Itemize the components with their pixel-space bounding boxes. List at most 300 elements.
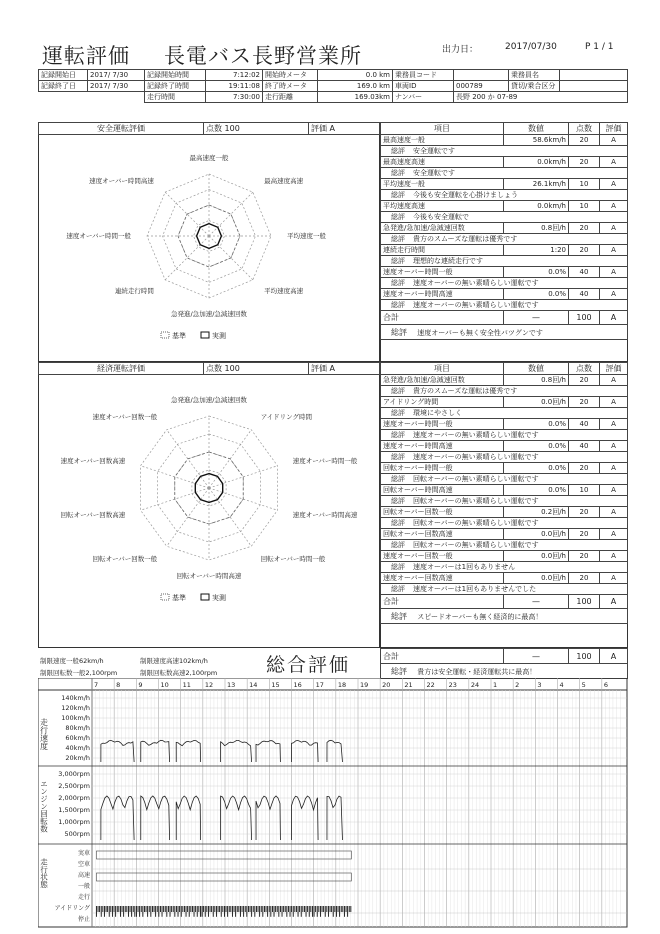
- timeline-chart: [38, 678, 628, 928]
- status-row-label: 高速: [77, 872, 90, 879]
- row-grade: A: [600, 201, 628, 212]
- end-meter: 169.0 km: [318, 81, 393, 92]
- row-item: 回転オーバー回数一般: [381, 507, 504, 518]
- safety-total-points: 100: [569, 311, 600, 325]
- table-row-comment: [381, 540, 628, 551]
- row-grade: A: [600, 375, 628, 386]
- distance-label: 走行距離: [263, 92, 318, 103]
- row-item: 速度オーバー時間一般: [381, 419, 504, 430]
- row-comment: [381, 496, 628, 507]
- col-grade: 評価: [600, 123, 628, 135]
- row-points: 20: [569, 397, 600, 408]
- hour-label: 21: [404, 681, 413, 689]
- row-comment: [381, 234, 628, 245]
- run-time: 7:30:00: [206, 92, 263, 103]
- economy-radar-chart: [39, 376, 379, 646]
- row-comment-label: 総評: [391, 475, 405, 483]
- table-row: [381, 419, 628, 430]
- row-comment-label: 総評: [391, 387, 405, 395]
- legend-actual: 実測: [212, 594, 226, 602]
- row-comment: [381, 278, 628, 289]
- row-grade: A: [600, 397, 628, 408]
- row-value: 0.0km/h: [504, 157, 569, 168]
- row-item: 速度オーバー回数高速: [381, 573, 504, 584]
- table-row-comment: [381, 190, 628, 201]
- radar-label: 速度オーバー回数高速: [60, 456, 126, 465]
- row-comment-text: 安全運転です: [413, 169, 455, 177]
- row-comment-text: 回転オーバーの無い素晴らしい運転です: [413, 541, 539, 549]
- legend-base: 基準: [172, 594, 186, 602]
- col-points: 点数: [569, 123, 600, 135]
- table-row: [381, 201, 628, 212]
- row-comment-text: 貴方のスムーズな運転は優秀です: [413, 235, 518, 243]
- safety-grade: 評価 A: [309, 123, 380, 135]
- speed-tick: 140km/h: [61, 694, 90, 702]
- row-comment: [381, 562, 628, 573]
- row-points: 20: [569, 157, 600, 168]
- status-bar-general: [96, 873, 351, 881]
- col-item: 項目: [381, 363, 504, 375]
- row-points: 20: [569, 463, 600, 474]
- end-date: 2017/ 7/30: [88, 81, 145, 92]
- hour-label: 23: [448, 681, 457, 689]
- row-points: 20: [569, 223, 600, 234]
- row-comment-text: 安全運転です: [413, 147, 455, 155]
- rpm-tick: 3,000rpm: [58, 770, 90, 778]
- row-comment-text: 貴方のスムーズな運転は優秀です: [413, 387, 518, 395]
- row-value: 0.0回/h: [504, 551, 569, 562]
- economy-summary: [381, 609, 628, 624]
- row-value: 0.0%: [504, 267, 569, 278]
- row-grade: A: [600, 157, 628, 168]
- col-value: 数値: [504, 363, 569, 375]
- row-item: 回転オーバー時間一般: [381, 463, 504, 474]
- hour-label: 18: [337, 681, 347, 689]
- row-points: 20: [569, 245, 600, 256]
- table-row: [381, 397, 628, 408]
- col-value: 数値: [504, 123, 569, 135]
- row-item: 平均速度高速: [381, 201, 504, 212]
- row-comment-label: 総評: [391, 585, 405, 593]
- economy-summary-text: スピードオーバーも無く経済的に最高！: [417, 612, 543, 621]
- hour-label: 10: [160, 681, 169, 689]
- row-value: 58.6km/h: [504, 135, 569, 146]
- table-row-comment: [381, 386, 628, 397]
- table-row: [381, 179, 628, 190]
- row-value: 0.0回/h: [504, 397, 569, 408]
- end-date-label: 記録終了日: [39, 81, 88, 92]
- row-comment: [381, 146, 628, 157]
- table-row: [381, 157, 628, 168]
- row-comment-label: 総評: [391, 431, 405, 439]
- row-item: 速度オーバー時間高速: [381, 289, 504, 300]
- hour-label: 3: [537, 681, 542, 689]
- safety-table: [380, 122, 628, 340]
- row-points: 20: [569, 573, 600, 584]
- speed-tick: 120km/h: [61, 704, 90, 712]
- table-row-comment: [381, 278, 628, 289]
- overall-total-label: 合計: [381, 649, 504, 664]
- row-comment-label: 総評: [391, 191, 405, 199]
- limit-rpm-highway: 制限回転数高速2,100rpm: [140, 669, 218, 677]
- economy-table: [380, 362, 628, 624]
- safety-title-bar: [38, 122, 380, 135]
- crew-code-label: 乗務員コード: [393, 70, 454, 81]
- rpm-tick: 1,500rpm: [58, 806, 90, 814]
- table-row-comment: [381, 496, 628, 507]
- hour-label: 5: [581, 681, 586, 689]
- row-comment-text: 回転オーバーの無い素晴らしい運転です: [413, 475, 539, 483]
- economy-grade: 評価 A: [309, 363, 380, 375]
- row-comment-label: 総評: [391, 213, 405, 221]
- hour-label: 1: [493, 681, 498, 689]
- radar-axis: [209, 488, 251, 546]
- table-row: [381, 289, 628, 300]
- legend-actual-swatch: [201, 594, 209, 600]
- table-row-comment: [381, 146, 628, 157]
- row-grade: A: [600, 485, 628, 496]
- radar-label: 平均速度高速: [264, 287, 304, 296]
- table-row-comment: [381, 584, 628, 595]
- table-row-comment: [381, 168, 628, 179]
- row-comment-text: 環境にやさしく: [413, 409, 462, 417]
- safety-total-label: 合計: [381, 311, 504, 325]
- radar-label: 回転オーバー時間一般: [260, 555, 326, 564]
- hour-label: 19: [360, 681, 369, 689]
- row-comment-text: 速度オーバーは1回もありません: [413, 563, 516, 571]
- crew-name-label: 乗務員名: [509, 70, 560, 81]
- row-points: 20: [569, 551, 600, 562]
- start-date-label: 記録開始日: [39, 70, 88, 81]
- crew-name: [560, 70, 628, 81]
- row-comment-text: 理想的な連続走行です: [413, 257, 483, 265]
- row-grade: A: [600, 419, 628, 430]
- rpm-axis-label: エンジン回転数: [39, 780, 49, 833]
- hour-label: 24: [470, 681, 480, 689]
- row-comment-label: 総評: [391, 301, 405, 309]
- hour-label: 8: [116, 681, 121, 689]
- row-comment-text: 今後も安全運転を心掛けましょう: [413, 191, 518, 199]
- plate: 長野 200 か 07-89: [454, 92, 628, 103]
- hour-label: 22: [426, 681, 435, 689]
- row-value: 0.0%: [504, 485, 569, 496]
- charter-label: 貸切/乗合区分: [509, 81, 560, 92]
- table-row: [381, 245, 628, 256]
- row-value: 0.0回/h: [504, 529, 569, 540]
- row-value: 0.0%: [504, 289, 569, 300]
- col-points: 点数: [569, 363, 600, 375]
- row-comment-text: 今後も安全運転で: [413, 213, 469, 221]
- rpm-tick: 2,500rpm: [58, 782, 90, 790]
- row-grade: A: [600, 507, 628, 518]
- row-item: 速度オーバー回数一般: [381, 551, 504, 562]
- row-item: 速度オーバー時間一般: [381, 267, 504, 278]
- row-points: 10: [569, 485, 600, 496]
- legend-base-swatch: [161, 594, 169, 600]
- end-meter-label: 終了時メータ: [263, 81, 318, 92]
- row-grade: A: [600, 135, 628, 146]
- start-date: 2017/ 7/30: [88, 70, 145, 81]
- row-comment-text: 速度オーバーは1回もありませんでした: [413, 585, 537, 593]
- row-points: 40: [569, 289, 600, 300]
- rpm-tick: 1,000rpm: [58, 818, 90, 826]
- hour-label: 17: [315, 681, 324, 689]
- speed-tick: 60km/h: [65, 734, 90, 742]
- safety-summary: [381, 325, 628, 340]
- row-comment-label: 総評: [391, 497, 405, 505]
- radar-label: 最高速度一般: [189, 154, 229, 162]
- table-row-comment: [381, 408, 628, 419]
- table-row: [381, 463, 628, 474]
- table-row: [381, 485, 628, 496]
- row-points: 40: [569, 441, 600, 452]
- radar-label: 平均速度一般: [287, 232, 326, 240]
- row-comment-label: 総評: [391, 453, 405, 461]
- speed-axis-label: 走行速度: [39, 718, 49, 750]
- rpm-tick: 500rpm: [64, 830, 90, 838]
- row-comment: [381, 452, 628, 463]
- table-row: [381, 551, 628, 562]
- table-row: [381, 441, 628, 452]
- overall-table: [380, 648, 628, 679]
- table-row-comment: [381, 452, 628, 463]
- row-value: 0.0%: [504, 441, 569, 452]
- row-value: 0.0%: [504, 419, 569, 430]
- hour-label: 4: [559, 681, 564, 689]
- row-item: 回転オーバー時間高速: [381, 485, 504, 496]
- table-row: [381, 135, 628, 146]
- row-comment-text: 速度オーバーの無い素晴らしい運転です: [413, 453, 539, 461]
- row-points: 10: [569, 201, 600, 212]
- row-grade: A: [600, 179, 628, 190]
- start-meter-label: 開始時メータ: [263, 70, 318, 81]
- end-time-label: 記録終了時間: [145, 81, 206, 92]
- safety-summary-text: 速度オーバーも無く安全性バツグンです: [417, 328, 543, 337]
- row-item: 平均速度一般: [381, 179, 504, 190]
- safety-score: 点数 100: [204, 123, 309, 135]
- row-value: 0.0回/h: [504, 573, 569, 584]
- output-label: 出力日：: [442, 45, 479, 55]
- row-comment-label: 総評: [391, 279, 405, 287]
- economy-summary-label: 総評: [391, 611, 407, 621]
- row-points: 10: [569, 179, 600, 190]
- overall-summary-label: 総評: [391, 666, 407, 676]
- row-value: 26.1km/h: [504, 179, 569, 190]
- radar-label: アイドリング時間: [260, 412, 313, 421]
- row-points: 20: [569, 135, 600, 146]
- row-comment-text: 回転オーバーの無い素晴らしい運転です: [413, 519, 539, 527]
- rpm-tick: 2,000rpm: [58, 794, 90, 802]
- row-comment-label: 総評: [391, 563, 405, 571]
- table-row: [381, 529, 628, 540]
- row-comment-label: 総評: [391, 257, 405, 265]
- speed-tick: 100km/h: [61, 714, 90, 722]
- table-row: [381, 223, 628, 234]
- table-row-comment: [381, 234, 628, 245]
- safety-total-value: —: [504, 311, 569, 325]
- overall-total-grade: A: [600, 649, 628, 664]
- radar-label: 速度オーバー時間一般: [292, 456, 358, 465]
- row-item: 速度オーバー時間高速: [381, 441, 504, 452]
- row-comment: [381, 168, 628, 179]
- row-value: 1:20: [504, 245, 569, 256]
- row-comment-text: 回転オーバーの無い素晴らしい運転です: [413, 497, 539, 505]
- limit-speed-highway: 制限速度高速102km/h: [140, 657, 208, 665]
- radar-label: 最高速度高速: [264, 176, 304, 185]
- charter: [560, 81, 628, 92]
- row-comment: [381, 430, 628, 441]
- table-row-comment: [381, 474, 628, 485]
- radar-axis: [167, 488, 209, 546]
- radar-label: 速度オーバー時間高速: [292, 511, 358, 520]
- row-grade: A: [600, 289, 628, 300]
- row-comment: [381, 256, 628, 267]
- economy-score: 点数 100: [204, 363, 309, 375]
- row-comment-label: 総評: [391, 235, 405, 243]
- radar-label: 回転オーバー回数高速: [60, 511, 126, 520]
- table-row-comment: [381, 256, 628, 267]
- hour-label: 16: [293, 681, 302, 689]
- row-comment-text: 速度オーバーの無い素晴らしい運転です: [413, 431, 539, 439]
- economy-total-points: 100: [569, 595, 600, 609]
- table-row: [381, 375, 628, 386]
- table-row: [381, 267, 628, 278]
- record-table: [38, 69, 628, 103]
- row-item: 最高速度高速: [381, 157, 504, 168]
- row-grade: A: [600, 551, 628, 562]
- row-comment-label: 総評: [391, 147, 405, 155]
- radar-label: 回転オーバー回数一般: [92, 555, 158, 564]
- row-comment: [381, 518, 628, 529]
- status-bar-occupied: [96, 851, 351, 859]
- speed-tick: 80km/h: [65, 724, 90, 732]
- status-row-label: アイドリング: [54, 905, 90, 912]
- start-meter: 0.0 km: [318, 70, 393, 81]
- row-item: 連続走行時間: [381, 245, 504, 256]
- safety-summary-label: 総評: [391, 327, 407, 337]
- row-grade: A: [600, 245, 628, 256]
- status-row-label: 停止: [77, 916, 90, 923]
- overall-summary-text: 貴方は安全運転・経済運転共に最高！: [417, 667, 537, 676]
- row-comment: [381, 408, 628, 419]
- safety-title: 安全運転評価: [39, 123, 204, 135]
- vehicle-id-label: 車両ID: [393, 81, 454, 92]
- crew-code: [454, 70, 509, 81]
- row-comment: [381, 212, 628, 223]
- radar-label: 急発進/急加速/急減速回数: [171, 310, 247, 318]
- row-grade: A: [600, 573, 628, 584]
- row-points: 40: [569, 267, 600, 278]
- economy-total-label: 合計: [381, 595, 504, 609]
- overall-title: 総合評価: [266, 654, 351, 676]
- page-title: 運転評価: [42, 44, 130, 68]
- safety-radar-chart: [39, 136, 379, 360]
- row-comment: [381, 474, 628, 485]
- hour-label: 6: [603, 681, 608, 689]
- status-axis-label: 走行状態: [39, 858, 49, 888]
- row-item: 急発進/急加速/急減速回数: [381, 223, 504, 234]
- hour-label: 7: [94, 681, 99, 689]
- row-comment: [381, 584, 628, 595]
- row-comment-label: 総評: [391, 541, 405, 549]
- status-row-label: 一般: [77, 883, 90, 890]
- hour-label: 15: [271, 681, 280, 689]
- table-row-comment: [381, 212, 628, 223]
- economy-total-value: —: [504, 595, 569, 609]
- hour-label: 12: [204, 681, 214, 689]
- radar-label: 速度オーバー時間一般: [66, 232, 131, 240]
- table-row-comment: [381, 300, 628, 311]
- office-name: 長電バス長野営業所: [164, 44, 362, 68]
- speed-tick: 40km/h: [65, 744, 90, 752]
- radar-label: 速度オーバー時間高速: [89, 176, 154, 185]
- legend-actual: 実測: [212, 332, 226, 340]
- row-value: 0.2回/h: [504, 507, 569, 518]
- legend-base-swatch: [161, 332, 169, 338]
- distance: 169.03km: [318, 92, 393, 103]
- col-grade: 評価: [600, 363, 628, 375]
- speed-tick: 20km/h: [65, 754, 90, 762]
- page-number: P 1 / 1: [585, 42, 614, 52]
- row-comment: [381, 386, 628, 397]
- safety-total-grade: A: [600, 311, 628, 325]
- radar-label: 速度オーバー回数一般: [92, 412, 158, 421]
- row-points: 40: [569, 419, 600, 430]
- hour-label: 11: [182, 681, 191, 689]
- limit-speed-general: 制限速度一般62km/h: [40, 657, 104, 665]
- output-date: 2017/07/30: [505, 42, 557, 52]
- row-comment: [381, 190, 628, 201]
- table-row-comment: [381, 430, 628, 441]
- table-row: [381, 573, 628, 584]
- hour-label: 20: [382, 681, 391, 689]
- overall-total-value: —: [504, 649, 569, 664]
- row-comment-label: 総評: [391, 409, 405, 417]
- col-item: 項目: [381, 123, 504, 135]
- overall-summary: [381, 664, 628, 679]
- limit-rpm-general: 制限回転数一般2,100rpm: [40, 669, 118, 677]
- hour-label: 14: [249, 681, 258, 689]
- row-comment: [381, 540, 628, 551]
- legend-actual-swatch: [201, 332, 209, 338]
- row-value: 0.0%: [504, 463, 569, 474]
- economy-title: 経済運転評価: [39, 363, 204, 375]
- row-item: 最高速度一般: [381, 135, 504, 146]
- table-row-comment: [381, 518, 628, 529]
- row-points: 20: [569, 375, 600, 386]
- row-comment: [381, 300, 628, 311]
- legend-base: 基準: [172, 332, 186, 340]
- start-time-label: 記録開始時間: [145, 70, 206, 81]
- row-grade: A: [600, 267, 628, 278]
- row-item: 回転オーバー回数高速: [381, 529, 504, 540]
- row-comment-label: 総評: [391, 169, 405, 177]
- status-row-label: 走行: [77, 894, 90, 901]
- status-row-label: 実車: [77, 850, 90, 857]
- hour-label: 2: [515, 681, 520, 689]
- economy-title-bar: [38, 362, 380, 375]
- row-value: 0.8回/h: [504, 375, 569, 386]
- row-comment-text: 速度オーバーの無い素晴らしい運転です: [413, 301, 539, 309]
- table-row-comment: [381, 562, 628, 573]
- end-time: 19:11:08: [206, 81, 263, 92]
- plate-label: ナンバー: [393, 92, 454, 103]
- hour-label: 13: [227, 681, 236, 689]
- row-value: 0.0km/h: [504, 201, 569, 212]
- row-grade: A: [600, 223, 628, 234]
- radar-axis: [209, 192, 253, 236]
- vehicle-id: 000789: [454, 81, 509, 92]
